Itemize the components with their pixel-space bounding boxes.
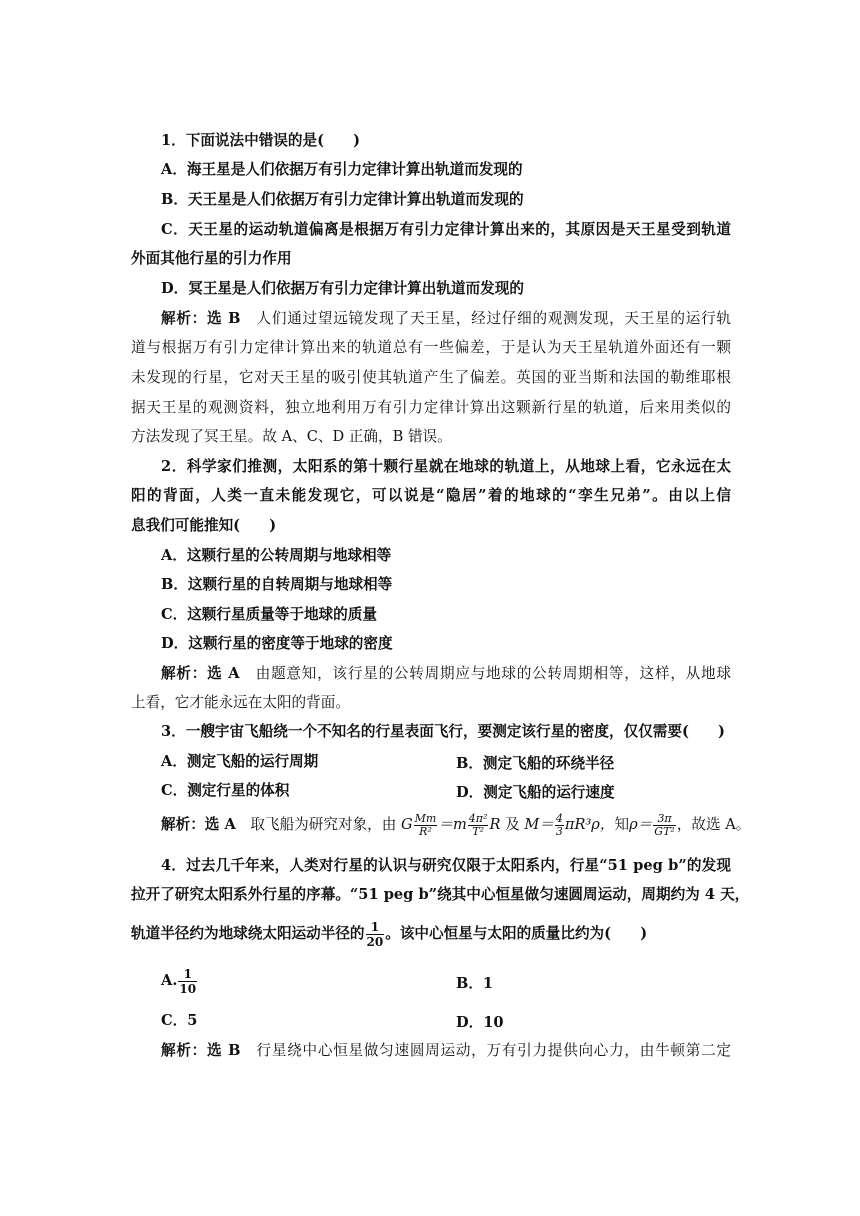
- q3-formula-M: M＝: [524, 816, 554, 833]
- q2-option-c: C．这颗行星质量等于地球的质量: [161, 606, 377, 623]
- q2-option-b: B．这颗行星的自转周期与地球相等: [161, 576, 393, 593]
- q1-answer-line1: [161, 309, 731, 329]
- q1-option-b: B．天王星是人们依据万有引力定律计算出轨道而发现的: [161, 191, 524, 208]
- q4-answer-text1: 行星绕中心恒星做匀速圆周运动，万有引力提供向心力，由牛顿第二定: [256, 1042, 731, 1059]
- q3-option-d: D．测定飞船的运行速度: [456, 784, 615, 801]
- q1-option-c-line2: 外面其他行星的引力作用: [131, 250, 292, 267]
- q4-stem3-frac-den: 20: [366, 934, 384, 949]
- q3-frac4-num: 3π: [653, 813, 676, 826]
- q4-stem3-pre: 轨道半径约为地球绕太阳运动半径的: [131, 925, 365, 942]
- q3-option-b: B．测定飞船的环绕半径: [456, 755, 615, 772]
- q1-answer-line4: 据天王星的观测资料，独立地利用万有引力定律计算出这颗新行星的轨道，后来用类似的: [131, 399, 731, 416]
- q4-stem3-post: 。该中心恒星与太阳的质量比约为( ): [385, 925, 648, 942]
- q3-frac4-den: GT²: [654, 824, 675, 838]
- q4-option-c: C．5: [161, 1012, 198, 1029]
- q3-frac1-den: R²: [419, 824, 432, 838]
- q2-answer-label: 解析：选 A: [161, 665, 240, 682]
- q2-answer-text1: 由题意知，该行星的公转周期应与地球的公转周期相等，这样，从地球: [255, 665, 731, 682]
- q3-formula-G: G: [400, 816, 413, 833]
- q3-frac2-den: T²: [472, 824, 484, 838]
- q3-answer-pre: 取飞船为研究对象，由: [250, 816, 397, 833]
- q4-option-a-frac: [178, 967, 197, 996]
- q4-option-a-label: A.: [161, 972, 178, 989]
- q3-formula-eq: ＝m: [438, 816, 467, 833]
- q4-option-a-num: 1: [178, 967, 197, 982]
- q3-frac2: [468, 813, 489, 838]
- q4-option-d: D．10: [456, 1014, 504, 1031]
- q3-option-a: A．测定飞船的运行周期: [161, 753, 319, 770]
- q1-answer-text1: 人们通过望远镜发现了天王星，经过仔细的观测发现，天王星的运行轨: [256, 310, 731, 327]
- q3-frac2-num: 4π²: [468, 811, 488, 825]
- q1-option-d: D．冥王星是人们依据万有引力定律计算出轨道而发现的: [161, 280, 524, 297]
- q3-frac3-num: 4: [555, 811, 563, 825]
- q3-frac4: [653, 813, 676, 838]
- q2-option-d: D．这颗行星的密度等于地球的密度: [161, 635, 393, 652]
- q3-formula-rho: ρ＝: [629, 816, 653, 833]
- q3-frac1: [414, 813, 438, 838]
- q4-option-a-den: 10: [179, 981, 197, 996]
- q3-formula-piR3: πR³ρ，: [564, 816, 615, 833]
- q4-stem3-frac: [366, 920, 385, 949]
- q2-stem-line3: 息我们可能推知( ): [131, 517, 277, 534]
- q1-answer-line2: 道与根据万有引力定律计算出来的轨道总有一些偏差，于是认为天王星轨道外面还有一颗: [131, 339, 731, 356]
- q2-answer-line1: [161, 664, 731, 684]
- q3-answer-know: 知: [614, 816, 630, 833]
- q4-stem-line2: 拉开了研究太阳系外行星的序幕。“51 peg b”绕其中心恒星做匀速圆周运动，周期约为 4 天，: [131, 886, 750, 903]
- q3-answer-label: 解析：选 A: [161, 816, 236, 833]
- q1-stem: 1．下面说法中错误的是( ): [161, 132, 361, 149]
- q3-formula-R: R: [489, 816, 501, 833]
- q3-frac1-num: Mm: [414, 811, 437, 825]
- q1-option-a: A．海王星是人们依据万有引力定律计算出轨道而发现的: [161, 161, 523, 178]
- q1-option-c-line1: C．天王星的运动轨道偏离是根据万有引力定律计算出来的，其原因是天王星受到轨道: [161, 221, 731, 238]
- q4-stem3-frac-num: 1: [366, 920, 385, 935]
- q4-stem-line3: [131, 916, 731, 952]
- q3-stem: 3．一艘宇宙飞船绕一个不知名的行星表面飞行，要测定该行星的密度，仅仅需要( ): [161, 723, 725, 740]
- q2-answer-line2: 上看，它才能永远在太阳的背面。: [131, 694, 350, 711]
- q4-option-b: B．1: [456, 975, 494, 992]
- q3-frac3: [555, 813, 564, 838]
- q3-frac3-den: 3: [555, 824, 563, 838]
- q3-answer-end: ，故选 A。: [676, 816, 751, 833]
- q3-option-c: C．测定行星的体积: [161, 782, 290, 799]
- q4-stem-line1: 4．过去几千年来，人类对行星的认识与研究仅限于太阳系内，行星“51 peg b”的发现: [161, 857, 731, 874]
- q2-stem-line2: 阳的背面，人类一直未能发现它，可以说是“隐居”着的地球的“孪生兄弟”。由以上信: [131, 487, 731, 504]
- q3-answer-line: [161, 810, 761, 840]
- q1-answer-line3: 未发现的行星，它对天王星的吸引使其轨道产生了偏差。英国的亚当斯和法国的勒维耶根: [131, 369, 731, 386]
- q2-option-a: A．这颗行星的公转周期与地球相等: [161, 547, 392, 564]
- q1-answer-label: 解析：选 B: [161, 310, 241, 327]
- q1-answer-line5: 方法发现了冥王星。故 A、C、D 正确，B 错误。: [131, 428, 452, 445]
- q4-answer-label: 解析：选 B: [161, 1042, 241, 1059]
- q2-stem-line1: 2．科学家们推测，太阳系的第十颗行星就在地球的轨道上，从地球上看，它永远在太: [161, 458, 731, 475]
- q4-answer-line1: [161, 1041, 731, 1061]
- q3-answer-mid: 及: [505, 816, 520, 833]
